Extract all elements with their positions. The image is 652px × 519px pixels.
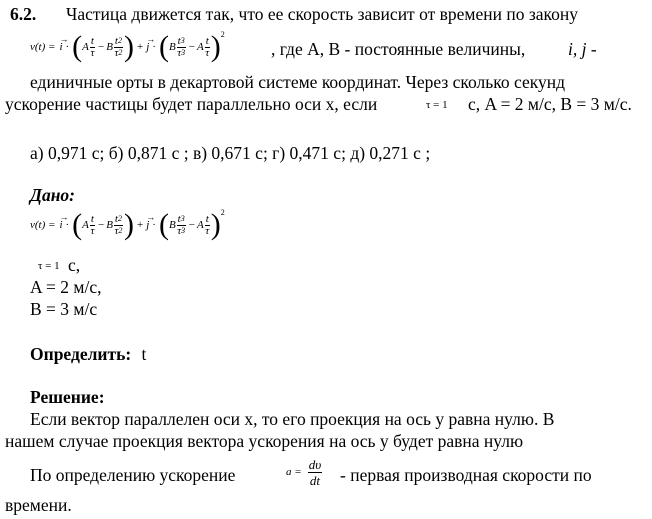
formula-paren-open: ( — [72, 30, 83, 63]
tau-condition: τ = 1 — [426, 99, 448, 111]
unit-vectors: i, j - — [568, 39, 597, 59]
velocity-formula: v(t) = → i · ( A $\frac{t}{\tau}$ − B $\frac{t^2}{\tau^2}$ ) + → j · ( B $\frac{t^3}{\tau^3}$ − A $\frac{t}{\tau}$ ) 2 — [30, 29, 225, 65]
formula-unit-j: → j — [146, 41, 149, 53]
problem-line-2-tail: , где A, B - постоянные величины, — [271, 39, 526, 59]
formula-unit-i: → i — [59, 41, 62, 53]
formula-outer-exponent: 2 — [220, 30, 225, 39]
solution-para2-tail: - первая производная скорости по — [340, 465, 592, 485]
solution-para2-lead: По определению ускорение — [30, 465, 236, 485]
given-heading: Дано: — [30, 185, 75, 205]
find-line — [30, 343, 146, 365]
fraction-t-tau: $\frac{t}{\tau}$ — [90, 34, 95, 59]
accel-fraction: $\frac{d\upsilon}{dt}$ — [308, 456, 322, 488]
problem-line-3: единичные орты в декартовой системе координат. Через сколько секунд — [30, 72, 566, 92]
find-value: t — [141, 344, 147, 364]
solution-para1-line1: Если вектор параллелен оси х, то его проекция на ось у равна нулю. В — [30, 409, 555, 429]
given-B-value: B = 3 м/с — [30, 299, 98, 319]
solution-heading: Решение: — [30, 387, 105, 407]
formula-A: A — [82, 41, 89, 53]
given-tau-value: τ = 1 — [38, 260, 60, 272]
find-heading: Определить: — [30, 344, 132, 364]
given-tau-unit: с, — [68, 255, 81, 275]
given-A-value: A = 2 м/с, — [30, 277, 102, 297]
accel-lhs: a = — [286, 466, 302, 478]
acceleration-definition — [286, 452, 323, 492]
fraction-t2-tau2: $\frac{t^2}{\tau^2}$ — [114, 34, 123, 59]
solution-para1-line2: нашем случае проекция вектора ускорения на ось у будет равна нулю — [5, 431, 524, 451]
problem-number: 6.2. — [10, 4, 37, 24]
given-velocity-formula: v(t) = → i · ( A $\frac{t}{\tau}$ − B $\frac{t^2}{\tau^2}$ ) + → j · ( B $\frac{t^3}{\tau^3}$ − A $\frac{t}{\tau}$ ) 2 — [30, 207, 225, 243]
solution-para2-line2: времени. — [5, 495, 72, 515]
problem-line-4-tail: с, A = 2 м/с, B = 3 м/с. — [468, 94, 632, 114]
problem-line-1: Частица движется так, что ее скорость зависит от времени по закону — [66, 4, 578, 24]
fraction-t3-tau3: $\frac{t^3}{\tau^3}$ — [177, 34, 186, 59]
formula-lhs: v(t) = — [30, 41, 56, 53]
answer-options: а) 0,971 с; б) 0,871 с ; в) 0,671 с; г) 0,471 с; д) 0,271 с ; — [30, 143, 431, 163]
formula-dot: · — [65, 41, 70, 53]
problem-line-4: ускорение частицы будет параллельно оси x, если — [5, 94, 378, 114]
